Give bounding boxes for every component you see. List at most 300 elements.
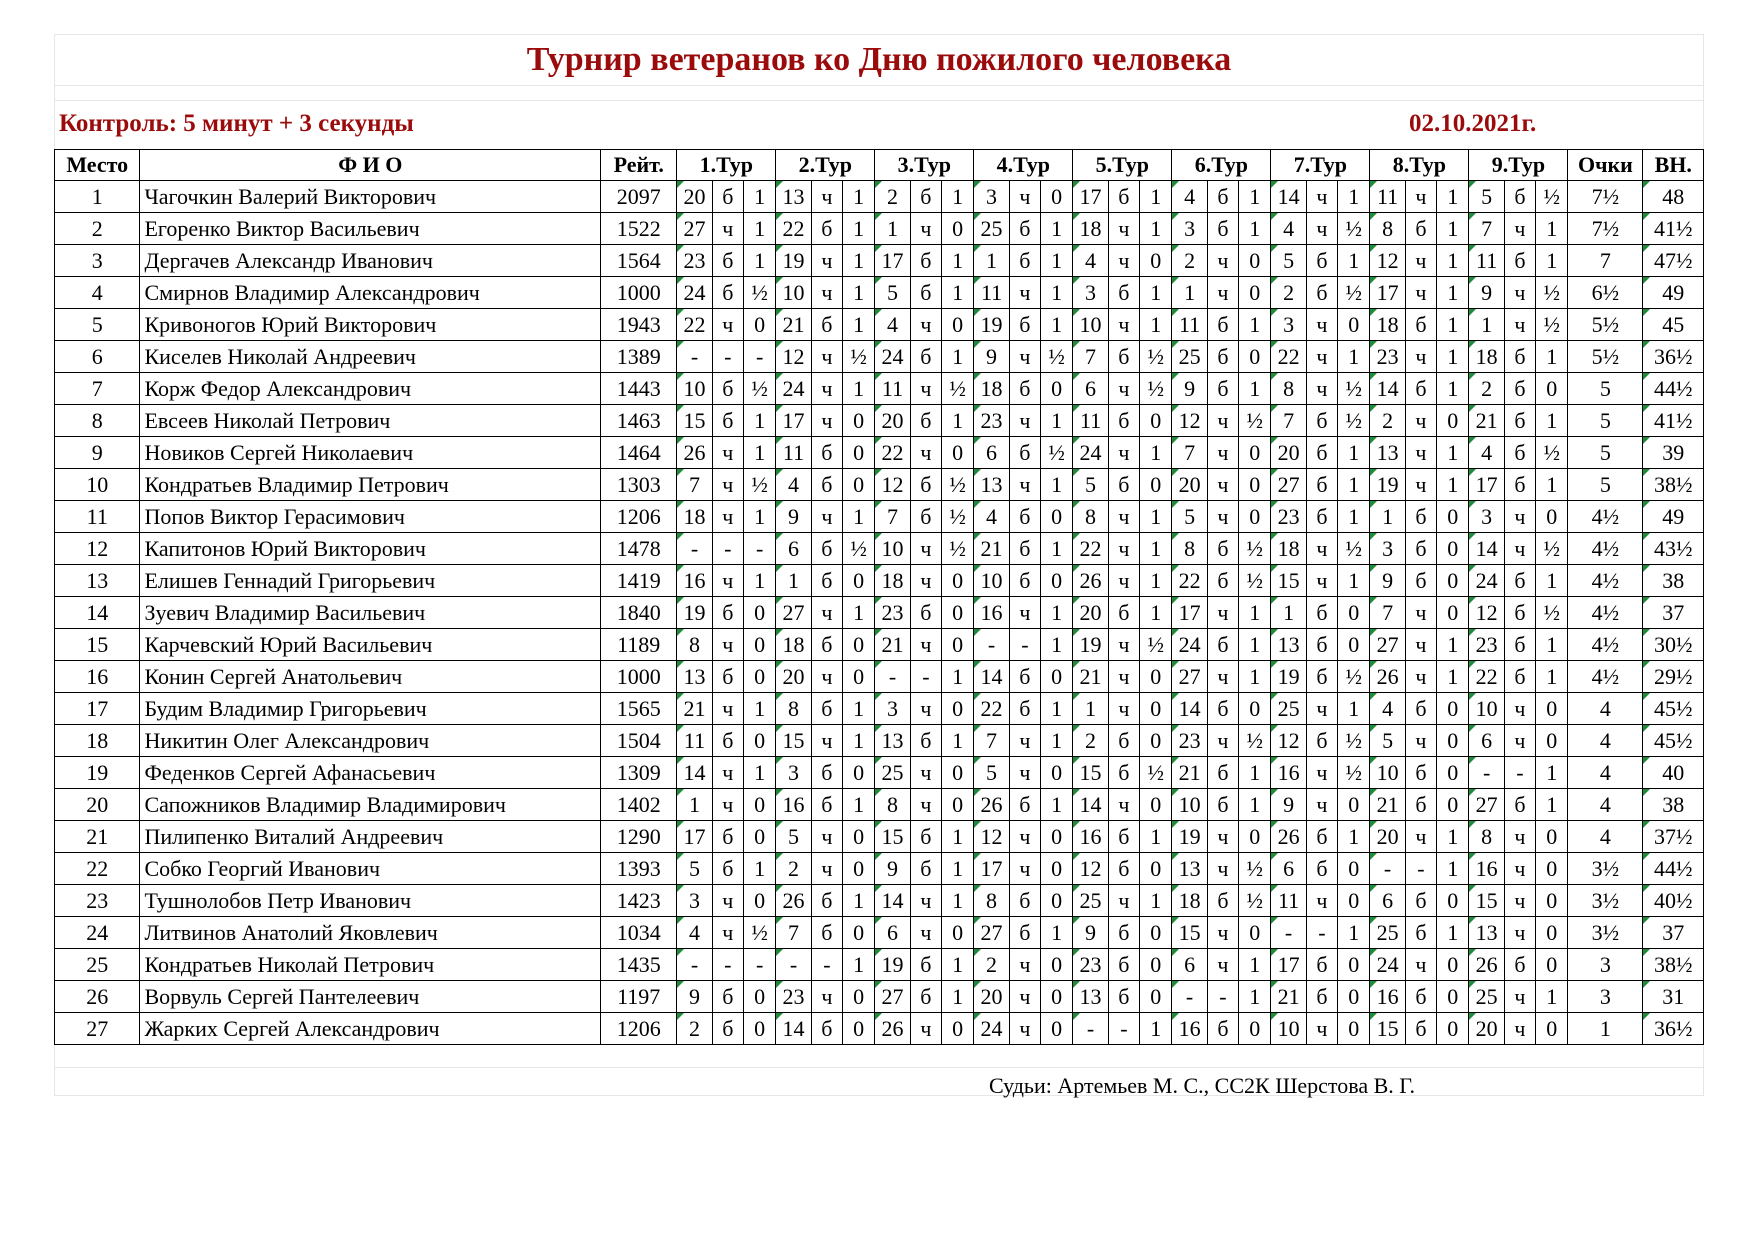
round-6-opponent: 27 bbox=[1172, 661, 1207, 693]
round-5-opponent: 3 bbox=[1073, 277, 1108, 309]
round-9-color: б bbox=[1504, 565, 1535, 597]
round-2-result: 0 bbox=[842, 469, 874, 501]
round-5-result: ½ bbox=[1140, 373, 1172, 405]
round-4-opponent: 19 bbox=[974, 309, 1009, 341]
name-cell: Литвинов Анатолий Яковлевич bbox=[140, 917, 601, 949]
round-4-color: б bbox=[1009, 213, 1040, 245]
round-8-result: 0 bbox=[1437, 725, 1469, 757]
round-3-opponent: 22 bbox=[875, 437, 910, 469]
round-4-result: 1 bbox=[1041, 405, 1073, 437]
name-cell: Кондратьев Владимир Петрович bbox=[140, 469, 601, 501]
round-1-result: - bbox=[743, 341, 775, 373]
round-1-color: ч bbox=[712, 309, 743, 341]
rating-cell: 1478 bbox=[601, 533, 677, 565]
round-3-result: ½ bbox=[942, 501, 974, 533]
round-6-opponent: 24 bbox=[1172, 629, 1207, 661]
round-5-opponent: 23 bbox=[1073, 949, 1108, 981]
round-2-result: 1 bbox=[842, 213, 874, 245]
points-cell: 5 bbox=[1568, 469, 1643, 501]
table-row bbox=[55, 245, 1704, 277]
round-9-result: 0 bbox=[1536, 501, 1568, 533]
round-9-color: б bbox=[1504, 949, 1535, 981]
round-6-result: 1 bbox=[1239, 181, 1271, 213]
page-title: Турнир ветеранов ко Дню пожилого человека bbox=[526, 41, 1232, 78]
name-cell: Смирнов Владимир Александрович bbox=[140, 277, 601, 309]
round-2-opponent: 6 bbox=[776, 533, 811, 565]
round-2-color: б bbox=[811, 309, 842, 341]
round-8-opponent: 7 bbox=[1370, 597, 1405, 629]
round-9-color: б bbox=[1504, 245, 1535, 277]
round-4-color: б bbox=[1009, 501, 1040, 533]
round-3-result: 1 bbox=[942, 277, 974, 309]
round-4-color: ч bbox=[1009, 469, 1040, 501]
round-2-color: б bbox=[811, 1013, 842, 1045]
round-7-color: ч bbox=[1306, 341, 1337, 373]
place-cell: 8 bbox=[55, 405, 140, 437]
round-3-color: - bbox=[910, 661, 941, 693]
points-cell: 4 bbox=[1568, 821, 1643, 853]
round-1-opponent: 27 bbox=[677, 213, 712, 245]
rating-cell: 1435 bbox=[601, 949, 677, 981]
round-7-color: ч bbox=[1306, 757, 1337, 789]
round-4-opponent: 1 bbox=[974, 245, 1009, 277]
round-3-result: 1 bbox=[942, 181, 974, 213]
round-1-color: ч bbox=[712, 885, 743, 917]
round-7-opponent: 18 bbox=[1271, 533, 1306, 565]
round-9-opponent: 15 bbox=[1469, 885, 1504, 917]
round-4-color: ч bbox=[1009, 949, 1040, 981]
tiebreak-cell: 37 bbox=[1643, 917, 1704, 949]
round-1-opponent: 24 bbox=[677, 277, 712, 309]
round-4-color: - bbox=[1009, 629, 1040, 661]
round-7-opponent: 8 bbox=[1271, 373, 1306, 405]
round-1-result: 0 bbox=[743, 789, 775, 821]
round-9-color: б bbox=[1504, 405, 1535, 437]
round-2-result: 1 bbox=[842, 309, 874, 341]
header-points: Очки bbox=[1568, 150, 1643, 181]
round-7-opponent: 21 bbox=[1271, 981, 1306, 1013]
round-4-color: ч bbox=[1009, 725, 1040, 757]
title-row bbox=[54, 34, 1704, 86]
round-4-opponent: 2 bbox=[974, 949, 1009, 981]
points-cell: 3 bbox=[1568, 949, 1643, 981]
round-9-color: ч bbox=[1504, 853, 1535, 885]
footer-row bbox=[54, 1068, 1704, 1096]
table-row bbox=[55, 725, 1704, 757]
rating-cell: 1000 bbox=[601, 277, 677, 309]
points-cell: 7½ bbox=[1568, 213, 1643, 245]
round-2-result: 0 bbox=[842, 1013, 874, 1045]
round-1-color: ч bbox=[712, 629, 743, 661]
points-cell: 4½ bbox=[1568, 661, 1643, 693]
place-cell: 4 bbox=[55, 277, 140, 309]
round-3-opponent: 24 bbox=[875, 341, 910, 373]
round-8-color: ч bbox=[1405, 725, 1436, 757]
name-cell: Корж Федор Александрович bbox=[140, 373, 601, 405]
round-5-color: ч bbox=[1108, 245, 1139, 277]
round-3-opponent: 25 bbox=[875, 757, 910, 789]
round-9-result: ½ bbox=[1536, 277, 1568, 309]
round-7-result: 1 bbox=[1338, 693, 1370, 725]
round-6-color: б bbox=[1207, 693, 1238, 725]
round-7-result: 0 bbox=[1338, 1013, 1370, 1045]
round-5-color: б bbox=[1108, 757, 1139, 789]
round-3-color: б bbox=[910, 341, 941, 373]
round-8-opponent: 2 bbox=[1370, 405, 1405, 437]
round-6-color: ч bbox=[1207, 853, 1238, 885]
round-6-result: 1 bbox=[1239, 629, 1271, 661]
tiebreak-cell: 45½ bbox=[1643, 725, 1704, 757]
round-8-opponent: 27 bbox=[1370, 629, 1405, 661]
round-9-opponent: 17 bbox=[1469, 469, 1504, 501]
round-2-opponent: 23 bbox=[776, 981, 811, 1013]
round-9-color: ч bbox=[1504, 725, 1535, 757]
points-cell: 3 bbox=[1568, 981, 1643, 1013]
round-1-result: 1 bbox=[743, 501, 775, 533]
round-4-opponent: 25 bbox=[974, 213, 1009, 245]
round-9-result: 1 bbox=[1536, 213, 1568, 245]
round-6-result: 0 bbox=[1239, 693, 1271, 725]
round-3-opponent: 1 bbox=[875, 213, 910, 245]
round-1-result: 0 bbox=[743, 885, 775, 917]
round-6-opponent: 16 bbox=[1172, 1013, 1207, 1045]
round-6-opponent: 7 bbox=[1172, 437, 1207, 469]
round-3-opponent: 3 bbox=[875, 693, 910, 725]
round-8-color: ч bbox=[1405, 629, 1436, 661]
tiebreak-cell: 37 bbox=[1643, 597, 1704, 629]
round-5-opponent: 14 bbox=[1073, 789, 1108, 821]
round-7-color: б bbox=[1306, 501, 1337, 533]
round-8-color: - bbox=[1405, 853, 1436, 885]
round-3-result: 1 bbox=[942, 405, 974, 437]
round-4-result: 0 bbox=[1041, 1013, 1073, 1045]
round-9-result: 0 bbox=[1536, 885, 1568, 917]
round-3-result: 0 bbox=[942, 789, 974, 821]
round-8-color: б bbox=[1405, 981, 1436, 1013]
round-1-color: - bbox=[712, 341, 743, 373]
round-2-color: ч bbox=[811, 245, 842, 277]
header-place: Место bbox=[55, 150, 140, 181]
round-6-result: 1 bbox=[1239, 661, 1271, 693]
rating-cell: 1443 bbox=[601, 373, 677, 405]
round-7-color: ч bbox=[1306, 1013, 1337, 1045]
round-2-color: ч bbox=[811, 821, 842, 853]
round-1-result: 0 bbox=[743, 629, 775, 661]
rating-cell: 1463 bbox=[601, 405, 677, 437]
round-6-result: 0 bbox=[1239, 341, 1271, 373]
round-3-result: 0 bbox=[942, 629, 974, 661]
header-round-6: 6.Тур bbox=[1172, 150, 1271, 181]
round-8-result: 1 bbox=[1437, 181, 1469, 213]
tiebreak-cell: 47½ bbox=[1643, 245, 1704, 277]
round-8-result: 1 bbox=[1437, 341, 1469, 373]
round-6-result: ½ bbox=[1239, 853, 1271, 885]
name-cell: Егоренко Виктор Васильевич bbox=[140, 213, 601, 245]
round-8-result: 0 bbox=[1437, 757, 1469, 789]
round-9-color: ч bbox=[1504, 1013, 1535, 1045]
round-3-color: ч bbox=[910, 629, 941, 661]
round-4-result: 1 bbox=[1041, 245, 1073, 277]
round-1-opponent: 16 bbox=[677, 565, 712, 597]
round-3-result: ½ bbox=[942, 533, 974, 565]
round-6-result: ½ bbox=[1239, 405, 1271, 437]
round-1-result: ½ bbox=[743, 373, 775, 405]
round-1-color: б bbox=[712, 373, 743, 405]
round-2-color: ч bbox=[811, 277, 842, 309]
round-5-color: б bbox=[1108, 725, 1139, 757]
round-2-opponent: 19 bbox=[776, 245, 811, 277]
round-4-result: 1 bbox=[1041, 309, 1073, 341]
round-6-color: ч bbox=[1207, 661, 1238, 693]
round-2-opponent: 4 bbox=[776, 469, 811, 501]
round-8-result: 0 bbox=[1437, 1013, 1469, 1045]
round-7-result: 0 bbox=[1338, 309, 1370, 341]
round-4-result: 1 bbox=[1041, 533, 1073, 565]
round-4-color: б bbox=[1009, 917, 1040, 949]
round-4-opponent: 6 bbox=[974, 437, 1009, 469]
round-7-result: 1 bbox=[1338, 245, 1370, 277]
round-7-result: ½ bbox=[1338, 373, 1370, 405]
round-8-result: 0 bbox=[1437, 501, 1469, 533]
place-cell: 13 bbox=[55, 565, 140, 597]
round-2-color: ч bbox=[811, 597, 842, 629]
round-2-result: 1 bbox=[842, 597, 874, 629]
points-cell: 7 bbox=[1568, 245, 1643, 277]
round-9-opponent: 9 bbox=[1469, 277, 1504, 309]
round-7-color: ч bbox=[1306, 693, 1337, 725]
round-8-result: 1 bbox=[1437, 821, 1469, 853]
place-cell: 21 bbox=[55, 821, 140, 853]
round-1-result: - bbox=[743, 949, 775, 981]
round-6-opponent: 17 bbox=[1172, 597, 1207, 629]
round-9-opponent: 1 bbox=[1469, 309, 1504, 341]
round-6-opponent: 9 bbox=[1172, 373, 1207, 405]
round-4-color: ч bbox=[1009, 821, 1040, 853]
round-8-opponent: 16 bbox=[1370, 981, 1405, 1013]
round-2-result: ½ bbox=[842, 533, 874, 565]
round-7-opponent: 11 bbox=[1271, 885, 1306, 917]
round-2-opponent: 1 bbox=[776, 565, 811, 597]
round-2-opponent: 3 bbox=[776, 757, 811, 789]
round-9-opponent: 18 bbox=[1469, 341, 1504, 373]
round-3-result: 1 bbox=[942, 981, 974, 1013]
round-9-result: 0 bbox=[1536, 821, 1568, 853]
round-2-result: 1 bbox=[842, 725, 874, 757]
round-8-color: ч bbox=[1405, 821, 1436, 853]
tiebreak-cell: 36½ bbox=[1643, 1013, 1704, 1045]
round-1-color: б bbox=[712, 853, 743, 885]
round-2-color: ч bbox=[811, 373, 842, 405]
round-7-result: 0 bbox=[1338, 981, 1370, 1013]
round-1-opponent: 3 bbox=[677, 885, 712, 917]
round-8-opponent: 23 bbox=[1370, 341, 1405, 373]
round-5-result: 1 bbox=[1140, 181, 1172, 213]
round-8-result: 0 bbox=[1437, 533, 1469, 565]
round-5-color: ч bbox=[1108, 533, 1139, 565]
round-1-color: б bbox=[712, 245, 743, 277]
round-4-opponent: 27 bbox=[974, 917, 1009, 949]
round-2-opponent: 7 bbox=[776, 917, 811, 949]
round-1-opponent: 9 bbox=[677, 981, 712, 1013]
round-3-color: ч bbox=[910, 789, 941, 821]
round-9-color: б bbox=[1504, 373, 1535, 405]
round-8-result: 0 bbox=[1437, 885, 1469, 917]
round-3-opponent: 11 bbox=[875, 373, 910, 405]
round-1-opponent: 8 bbox=[677, 629, 712, 661]
round-3-opponent: 26 bbox=[875, 1013, 910, 1045]
rating-cell: 1389 bbox=[601, 341, 677, 373]
round-3-result: 0 bbox=[942, 757, 974, 789]
round-6-result: 0 bbox=[1239, 501, 1271, 533]
round-5-result: 0 bbox=[1140, 661, 1172, 693]
round-2-color: ч bbox=[811, 661, 842, 693]
round-6-color: б bbox=[1207, 629, 1238, 661]
round-7-color: ч bbox=[1306, 885, 1337, 917]
round-8-result: 1 bbox=[1437, 917, 1469, 949]
round-4-result: 1 bbox=[1041, 629, 1073, 661]
round-2-result: 0 bbox=[842, 437, 874, 469]
round-1-result: 0 bbox=[743, 981, 775, 1013]
round-8-opponent: 19 bbox=[1370, 469, 1405, 501]
round-7-result: ½ bbox=[1338, 405, 1370, 437]
round-8-result: 1 bbox=[1437, 469, 1469, 501]
round-3-color: ч bbox=[910, 693, 941, 725]
round-5-result: 0 bbox=[1140, 981, 1172, 1013]
round-5-result: 1 bbox=[1140, 501, 1172, 533]
round-8-color: б bbox=[1405, 501, 1436, 533]
round-5-opponent: 25 bbox=[1073, 885, 1108, 917]
round-3-result: 0 bbox=[942, 309, 974, 341]
round-9-color: б bbox=[1504, 629, 1535, 661]
round-2-result: 0 bbox=[842, 629, 874, 661]
round-2-color: б bbox=[811, 885, 842, 917]
round-7-opponent: 16 bbox=[1271, 757, 1306, 789]
round-1-color: - bbox=[712, 533, 743, 565]
table-row bbox=[55, 1013, 1704, 1045]
round-7-color: б bbox=[1306, 725, 1337, 757]
round-9-color: б bbox=[1504, 597, 1535, 629]
round-5-color: - bbox=[1108, 1013, 1139, 1045]
round-1-result: 1 bbox=[743, 405, 775, 437]
round-2-result: 1 bbox=[842, 789, 874, 821]
round-7-opponent: 14 bbox=[1271, 181, 1306, 213]
round-4-result: 0 bbox=[1041, 757, 1073, 789]
round-8-opponent: 14 bbox=[1370, 373, 1405, 405]
round-9-color: б bbox=[1504, 437, 1535, 469]
round-2-color: ч bbox=[811, 181, 842, 213]
round-1-result: 1 bbox=[743, 853, 775, 885]
round-4-result: ½ bbox=[1041, 437, 1073, 469]
round-6-color: б bbox=[1207, 181, 1238, 213]
name-cell: Елишев Геннадий Григорьевич bbox=[140, 565, 601, 597]
rating-cell: 1000 bbox=[601, 661, 677, 693]
rating-cell: 1522 bbox=[601, 213, 677, 245]
round-5-opponent: 17 bbox=[1073, 181, 1108, 213]
name-cell: Жарких Сергей Александрович bbox=[140, 1013, 601, 1045]
round-8-opponent: 21 bbox=[1370, 789, 1405, 821]
round-5-opponent: 10 bbox=[1073, 309, 1108, 341]
round-7-color: б bbox=[1306, 661, 1337, 693]
round-3-color: б bbox=[910, 245, 941, 277]
round-5-color: ч bbox=[1108, 213, 1139, 245]
round-6-color: б bbox=[1207, 373, 1238, 405]
round-1-result: 1 bbox=[743, 245, 775, 277]
round-6-opponent: 12 bbox=[1172, 405, 1207, 437]
round-8-opponent: 25 bbox=[1370, 917, 1405, 949]
round-4-opponent: 21 bbox=[974, 533, 1009, 565]
place-cell: 2 bbox=[55, 213, 140, 245]
tiebreak-cell: 38 bbox=[1643, 565, 1704, 597]
round-7-color: б bbox=[1306, 821, 1337, 853]
round-2-result: 1 bbox=[842, 277, 874, 309]
round-3-result: ½ bbox=[942, 373, 974, 405]
round-1-opponent: 20 bbox=[677, 181, 712, 213]
round-2-color: б bbox=[811, 693, 842, 725]
round-8-color: б bbox=[1405, 309, 1436, 341]
round-1-result: ½ bbox=[743, 917, 775, 949]
points-cell: 4½ bbox=[1568, 565, 1643, 597]
rating-cell: 1464 bbox=[601, 437, 677, 469]
round-7-result: ½ bbox=[1338, 757, 1370, 789]
round-7-opponent: - bbox=[1271, 917, 1306, 949]
round-2-color: ч bbox=[811, 853, 842, 885]
round-5-result: 0 bbox=[1140, 725, 1172, 757]
round-9-result: 1 bbox=[1536, 981, 1568, 1013]
round-4-result: 0 bbox=[1041, 821, 1073, 853]
tiebreak-cell: 38½ bbox=[1643, 469, 1704, 501]
round-1-opponent: 22 bbox=[677, 309, 712, 341]
tiebreak-cell: 48 bbox=[1643, 181, 1704, 213]
points-cell: 3½ bbox=[1568, 885, 1643, 917]
table-row bbox=[55, 789, 1704, 821]
round-6-color: б bbox=[1207, 309, 1238, 341]
header-round-3: 3.Тур bbox=[875, 150, 974, 181]
round-7-result: 0 bbox=[1338, 885, 1370, 917]
round-5-color: б bbox=[1108, 917, 1139, 949]
round-9-result: 0 bbox=[1536, 1013, 1568, 1045]
round-4-color: ч bbox=[1009, 597, 1040, 629]
round-6-color: ч bbox=[1207, 501, 1238, 533]
round-9-opponent: 22 bbox=[1469, 661, 1504, 693]
round-8-color: ч bbox=[1405, 661, 1436, 693]
round-9-opponent: 20 bbox=[1469, 1013, 1504, 1045]
round-7-opponent: 2 bbox=[1271, 277, 1306, 309]
round-5-color: ч bbox=[1108, 565, 1139, 597]
round-7-result: 1 bbox=[1338, 437, 1370, 469]
header-round-5: 5.Тур bbox=[1073, 150, 1172, 181]
round-5-result: 0 bbox=[1140, 245, 1172, 277]
round-6-result: ½ bbox=[1239, 885, 1271, 917]
round-8-color: ч bbox=[1405, 469, 1436, 501]
round-6-color: ч bbox=[1207, 277, 1238, 309]
round-6-color: б bbox=[1207, 789, 1238, 821]
round-8-result: 0 bbox=[1437, 693, 1469, 725]
round-6-color: - bbox=[1207, 981, 1238, 1013]
round-4-opponent: 22 bbox=[974, 693, 1009, 725]
round-3-result: 0 bbox=[942, 597, 974, 629]
place-cell: 12 bbox=[55, 533, 140, 565]
round-6-color: ч bbox=[1207, 949, 1238, 981]
round-1-color: б bbox=[712, 725, 743, 757]
name-cell: Дергачев Александр Иванович bbox=[140, 245, 601, 277]
round-4-color: ч bbox=[1009, 405, 1040, 437]
points-cell: 5 bbox=[1568, 373, 1643, 405]
round-4-color: ч bbox=[1009, 341, 1040, 373]
round-6-result: 1 bbox=[1239, 309, 1271, 341]
round-2-result: 1 bbox=[842, 181, 874, 213]
round-9-opponent: 5 bbox=[1469, 181, 1504, 213]
round-3-result: 1 bbox=[942, 885, 974, 917]
